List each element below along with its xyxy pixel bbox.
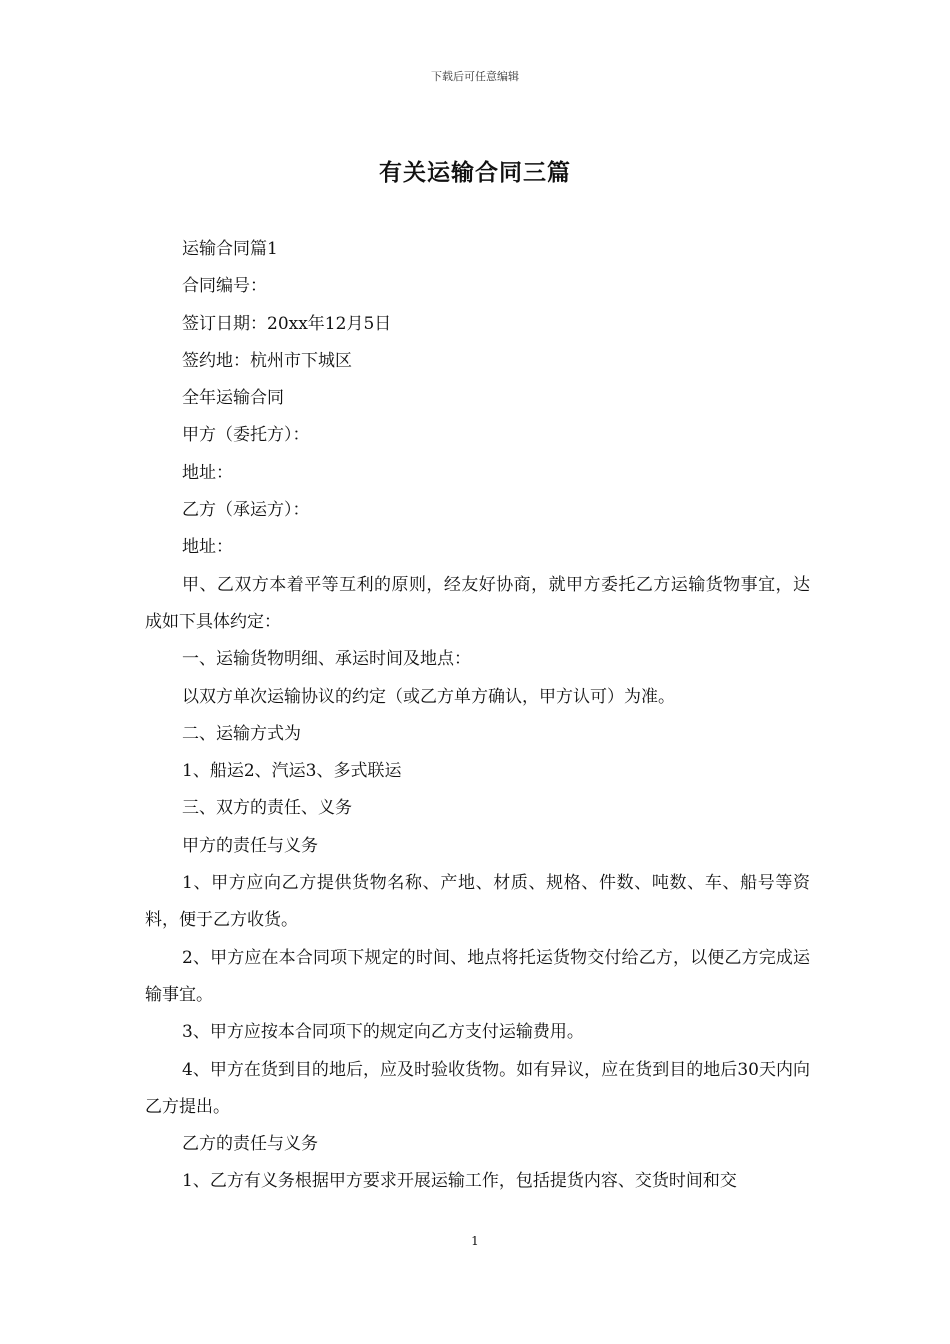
paragraph-party-a-address: 地址： [182, 462, 233, 483]
paragraph-section-1-body: 以双方单次运输协议的约定（或乙方单方确认，甲方认可）为准。 [182, 686, 675, 707]
page-number: 1 [471, 1234, 479, 1248]
paragraph-contract-1-heading: 运输合同篇1 [182, 239, 278, 259]
paragraph-party-a: 甲方（委托方）： [182, 425, 310, 446]
paragraph-party-a-duty-3: 3、甲方应按本合同项下的规定向乙方支付运输费用。 [182, 1022, 584, 1043]
paragraph-section-3-heading: 三、双方的责任、义务 [182, 798, 352, 819]
header-note: 下载后可任意编辑 [431, 70, 519, 83]
paragraph-party-b-address: 地址： [182, 537, 233, 558]
paragraph-preamble: 甲、乙双方本着平等互利的原则，经友好协商，就甲方委托乙方运输货物事宜，达成如下具体约定： [145, 574, 810, 632]
paragraph-signing-date: 签订日期：20xx年12月5日 [182, 313, 392, 334]
paragraph-contract-number: 合同编号： [182, 276, 267, 297]
paragraph-party-b-duties-heading: 乙方的责任与义务 [182, 1134, 318, 1155]
paragraph-section-1-heading: 一、运输货物明细、承运时间及地点： [182, 649, 471, 670]
paragraph-party-a-duty-2: 2、甲方应在本合同项下规定的时间、地点将托运货物交付给乙方，以便乙方完成运输事宜。 [145, 947, 810, 1005]
paragraph-party-b: 乙方（承运方）： [182, 500, 310, 521]
document-title: 有关运输合同三篇 [379, 159, 571, 186]
paragraph-party-a-duty-1: 1、甲方应向乙方提供货物名称、产地、材质、规格、件数、吨数、车、船号等资料，便于乙方收货。 [145, 873, 810, 931]
document-body [145, 231, 810, 1201]
paragraph-party-a-duty-4: 4、甲方在货到目的地后，应及时验收货物。如有异议，应在货到目的地后30天内向乙方提出。 [145, 1059, 810, 1117]
paragraph-section-2-heading: 二、运输方式为 [182, 723, 301, 744]
paragraph-party-b-duty-1: 1、乙方有义务根据甲方要求开展运输工作，包括提货内容、交货时间和交 [182, 1171, 737, 1192]
paragraph-party-a-duties-heading: 甲方的责任与义务 [182, 835, 318, 856]
paragraph-contract-type: 全年运输合同 [182, 388, 284, 409]
paragraph-section-2-body: 1、船运2、汽运3、多式联运 [182, 761, 402, 782]
paragraph-signing-place: 签约地：杭州市下城区 [182, 350, 352, 371]
